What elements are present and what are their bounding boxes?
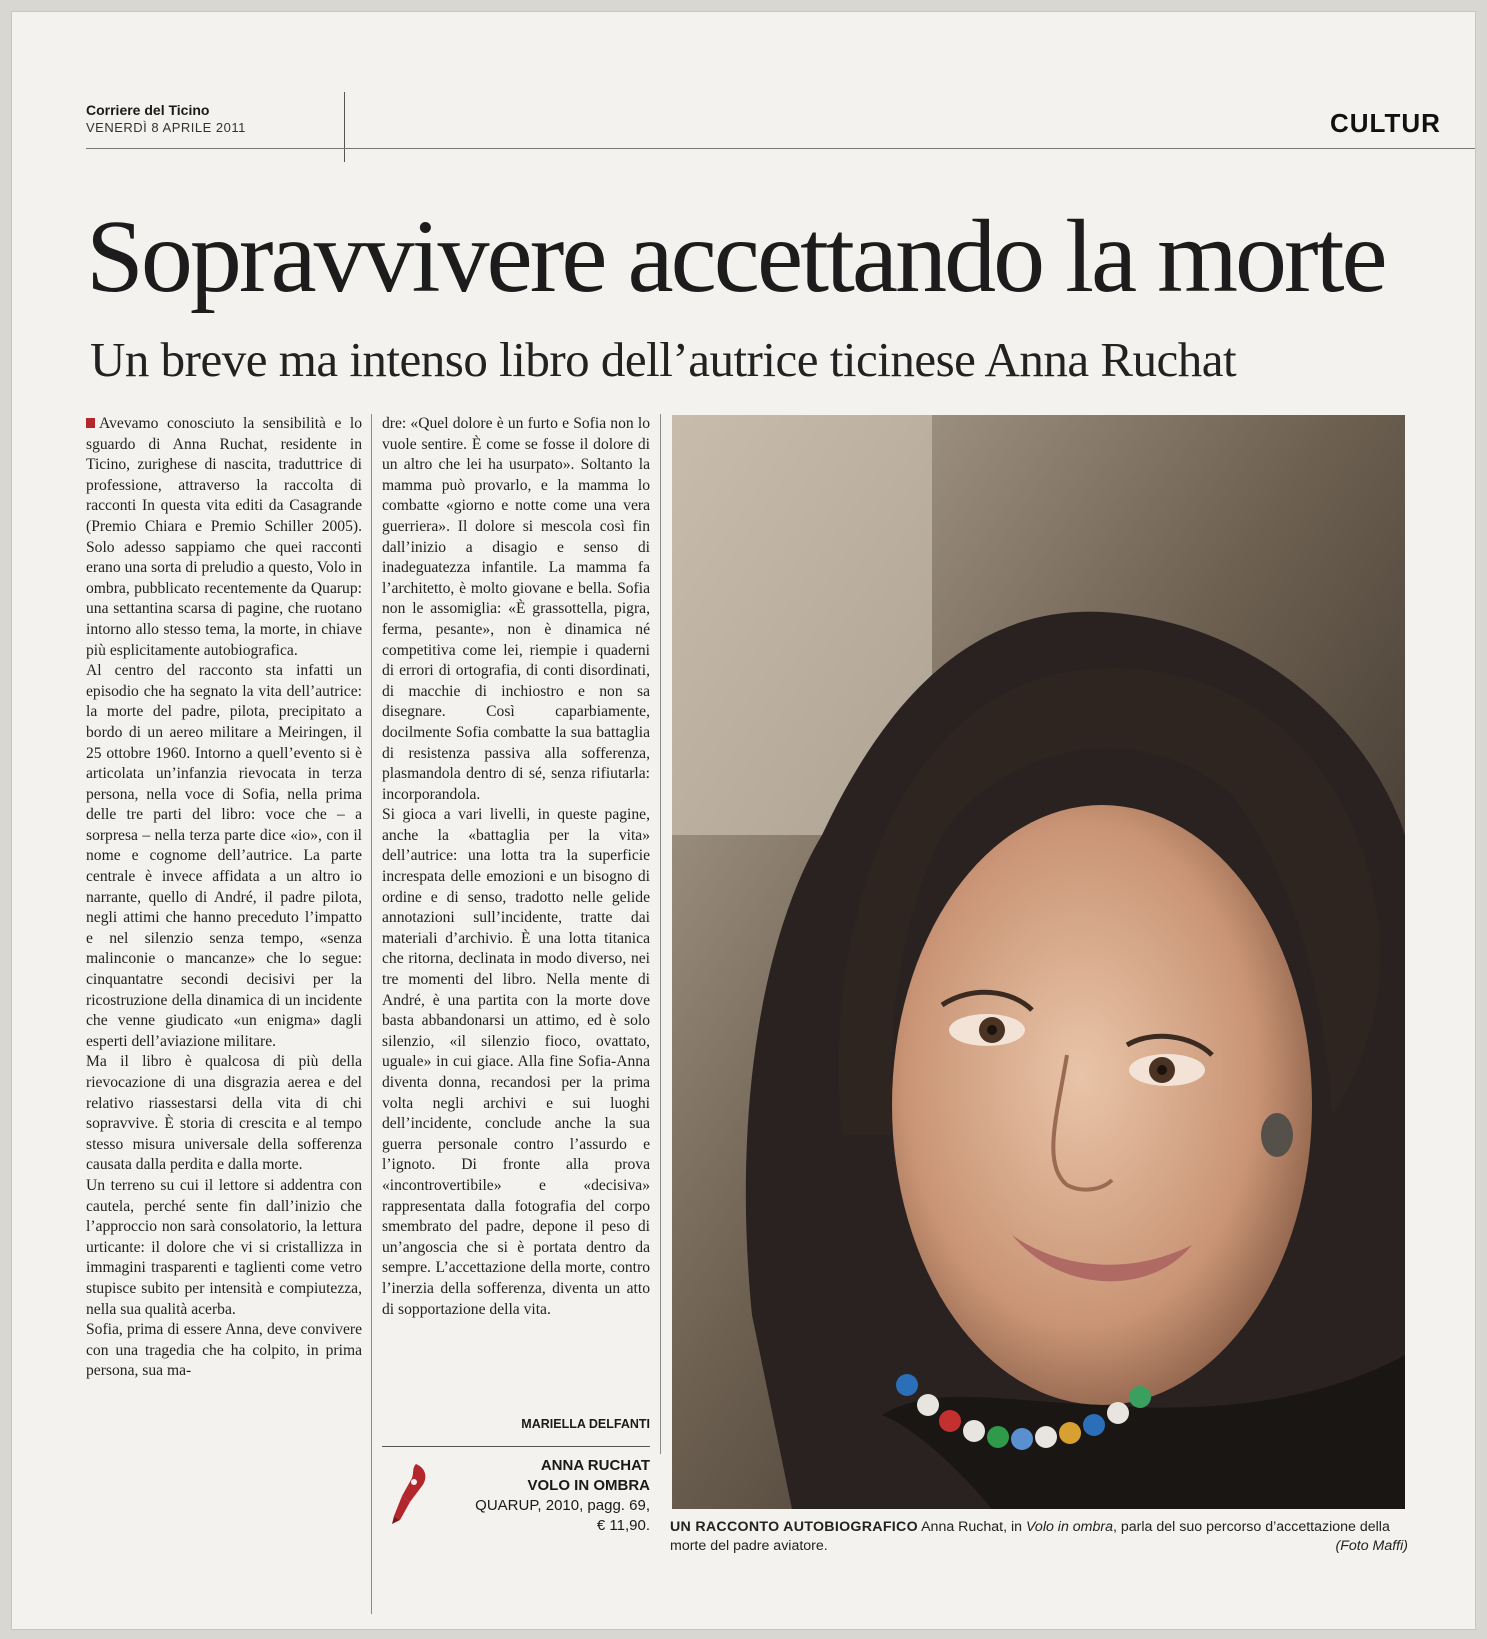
newspaper-name: Corriere del Ticino bbox=[86, 102, 210, 118]
caption-book-title: Volo in ombra bbox=[1026, 1519, 1114, 1535]
book-info-box bbox=[382, 1454, 650, 1574]
publication-date: VENERDÌ 8 APRILE 2011 bbox=[86, 120, 246, 135]
caption-text: , parla del suo percorso d’accettazione della morte del padre aviatore. bbox=[670, 1519, 1390, 1554]
masthead-rule bbox=[86, 148, 1475, 149]
book-details bbox=[475, 1456, 650, 1536]
book-box-rule bbox=[382, 1446, 650, 1447]
fountain-pen-nib-icon bbox=[388, 1462, 430, 1526]
photo-credit: (Foto Maffi) bbox=[1335, 1538, 1408, 1554]
column-divider bbox=[371, 414, 372, 1614]
section-marker-icon bbox=[86, 418, 95, 428]
column-divider bbox=[660, 414, 661, 1454]
newspaper-page bbox=[12, 12, 1475, 1629]
book-author: ANNA RUCHAT bbox=[540, 1457, 650, 1474]
section-label: CULTUR bbox=[1330, 108, 1441, 138]
masthead bbox=[86, 102, 246, 135]
article-column-2 bbox=[382, 414, 650, 1424]
headline: Sopravvivere accettando la morte bbox=[86, 199, 1385, 314]
book-title: VOLO IN OMBRA bbox=[527, 1477, 650, 1494]
paragraph: Al centro del racconto sta infatti un episodio che ha segnato la vita dell’autrice: la morte del padre, pilota, precipitato a bordo di un aereo militare a Meiringen, il 25 ottobre 1960. Intorno a quell’evento si è articolata un’infanzia rievocata in terza persona, nella voce di Sofia, nella prima delle tre parti del libro: voce che – a sorpresa – nella terza parte dice «io», con il nome e cognome dell’autrice. La parte centrale è invece affidata a un altro io narrante, quello di André, il padre pilota, negli attimi che hanno preceduto l’impatto e nel silenzio senza tempo, «senza malinconie o mancanze» che lo segue: cinquantatre secondi decisivi per la ricostruzione della dinamica di un incidente che venne giudicato «un enigma» dagli esperti dell’aviazione militare. bbox=[86, 662, 362, 1050]
author-portrait-photo bbox=[672, 415, 1405, 1509]
caption-lead: UN RACCONTO AUTOBIOGRAFICO bbox=[670, 1519, 918, 1535]
book-publisher: QUARUP, 2010, pagg. 69, bbox=[475, 1497, 650, 1514]
paragraph: Si gioca a vari livelli, in queste pagine, anche la «battaglia per la vita» dell’autrice: una lotta tra la superficie increspata delle emozioni e un bisogno di ordine e di senso, tradotto nelle gelide annotazioni sull’incidente, tratte dai materiali d’archivio. È una lotta titanica che ritorna, declinata in modo diverso, nei tre momenti del libro. Nella mente di André, è una partita con la morte dove basta abbandonarsi un attimo, ed è solo silenzio, «il silenzio fioco, ovattato, uguale» in cui giace. Alla fine Sofia-Anna diventa donna, recandosi per la prima volta negli archivi e sui luoghi dell’incidente, conclude anche la sua guerra personale contro l’assurdo e l’ignoto. Di fronte alla prova «incontrovertibile» e «decisiva» rappresentata dalla fotografia del corpo smembrato del padre, depone il peso di un’angoscia che si è portata dentro da sempre. L’accettazione della morte, contro l’inerzia della sofferenza, diventa un atto di sopportazione della vita. bbox=[382, 806, 650, 1318]
paragraph: Ma il libro è qualcosa di più della rievocazione di una disgrazia aerea e del relativo riassestarsi della vita di chi sopravvive. È storia di crescita e al tempo stesso misura universale della sofferenza causata dalla perdita e dalla morte. bbox=[86, 1053, 362, 1174]
paragraph: Sofia, prima di essere Anna, deve convivere con una tragedia che ha colpito, in prima persona, sua ma- bbox=[86, 1321, 362, 1380]
article-column-1 bbox=[86, 414, 362, 1624]
subheadline: Un breve ma intenso libro dell’autrice ticinese Anna Ruchat bbox=[90, 332, 1237, 387]
photo-caption bbox=[670, 1518, 1408, 1556]
paragraph: dre: «Quel dolore è un furto e Sofia non lo vuole sentire. È come se fosse il dolore di un altro che lei ha usurpato». Soltanto la mamma può provarlo, e la mamma lo combatte «giorno e notte come una vera guerriera». Il dolore si mescola così fin dall’inizio a disagio e senso di inadeguatezza infantile. La mamma fa l’architetto, è molto giovane e bella. Sofia non le assomiglia: «È grassottella, pigra, ferma, pesante», non è dinamica né competitiva come lei, riempie i quaderni di errori di ortografia, di conti disordinati, di macchie di inchiostro e non sa disegnare. Così caparbiamente, docilmente Sofia combatte la sua battaglia di resistenza passiva alla sofferenza, plasmandola dentro di sé, senza rifiutarla: incorporandola. bbox=[382, 415, 650, 803]
paragraph: Avevamo conosciuto la sensibilità e lo sguardo di Anna Ruchat, residente in Ticino, zurighese di nascita, traduttrice di professione, attraverso la raccolta di racconti In questa vita editi da Casagrande (Premio Chiara e Premio Schiller 2005). Solo adesso sappiamo che quei racconti erano una sorta di preludio a questo, Volo in ombra, pubblicato recentemente da Quarup: una settantina scarsa di pagine, che ruotano intorno allo stesso tema, la morte, in chiave più esplicitamente autobiografica. bbox=[86, 415, 362, 659]
author-byline: MARIELLA DELFANTI bbox=[521, 1417, 650, 1431]
caption-text: Anna Ruchat, in bbox=[917, 1519, 1026, 1535]
book-price: € 11,90. bbox=[596, 1517, 650, 1534]
masthead-divider bbox=[344, 92, 345, 162]
paragraph: Un terreno su cui il lettore si addentra con cautela, perché sente fin dall’inizio che l’approccio non sarà consolatorio, la lettura urticante: il dolore che vi si cristallizza in immagini trasparenti e taglienti come vetro stupisce subito per intensità e compiutezza, nella sua qualità acerba. bbox=[86, 1176, 362, 1318]
